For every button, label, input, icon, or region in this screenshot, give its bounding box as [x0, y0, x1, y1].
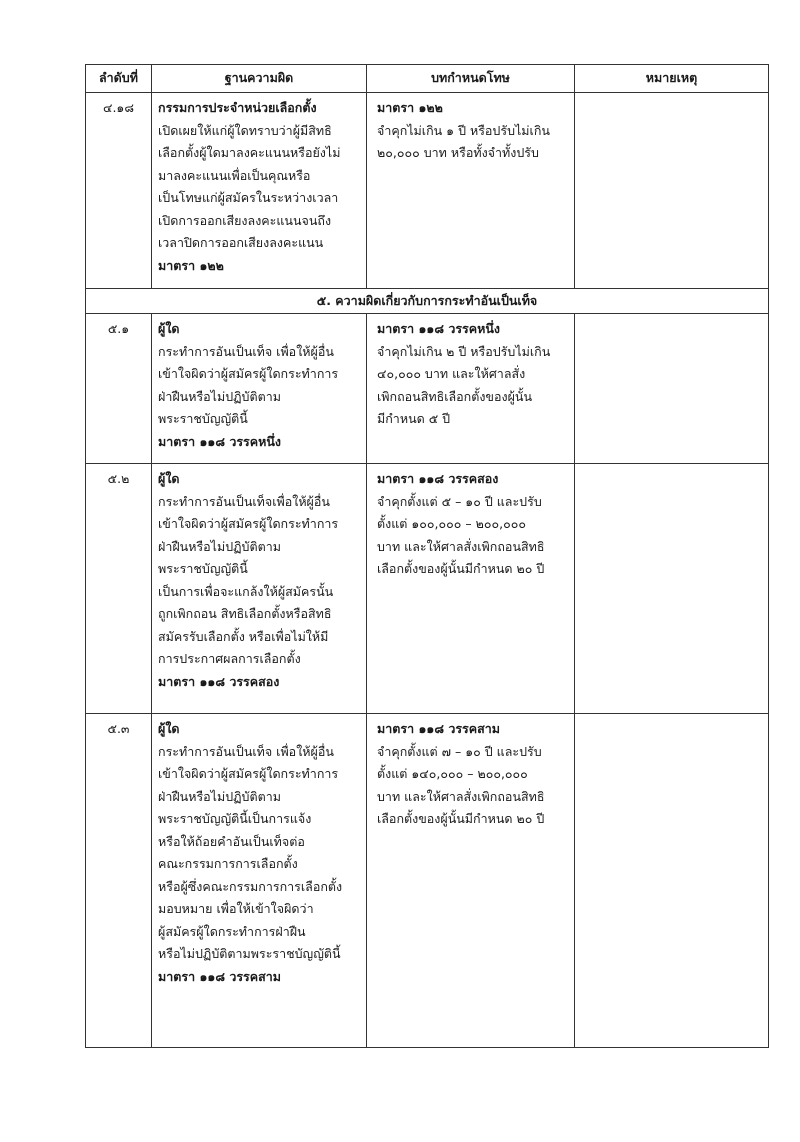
offense-cell — [152, 314, 367, 464]
offense-line: ฝ่าฝืนหรือไม่ปฏิบัติตาม — [158, 538, 281, 554]
offense-line: มอบหมาย เพื่อให้เข้าใจผิดว่า — [158, 901, 314, 916]
penalty-line: เลือกตั้งของผู้นั้นมีกำหนด ๒๐ ปี — [377, 561, 545, 576]
offense-section-ref: มาตรา ๑๑๘ วรรคสอง — [158, 673, 280, 689]
offense-title: ผู้ใด — [158, 321, 180, 336]
offense-line: สมัครรับเลือกตั้ง หรือเพื่อไม่ให้มี — [158, 628, 329, 644]
table-body-after — [86, 314, 769, 1048]
offense-line: เข้าใจผิดว่าผู้สมัครผู้ใดกระทำการ — [158, 366, 339, 381]
penalty-line: เลือกตั้งของผู้นั้นมีกำหนด ๒๐ ปี — [377, 811, 545, 826]
offense-line: เลือกตั้งผู้ใดมาลงคะแนนหรือยังไม่ — [158, 145, 341, 160]
offense-title: ผู้ใด — [158, 471, 180, 486]
offense-line: หรือให้ถ้อยคำอันเป็นเท็จต่อ — [158, 833, 305, 849]
penalty-title: มาตรา ๑๒๒ — [377, 100, 443, 115]
header-offense: ฐานความผิด — [152, 65, 367, 93]
row-number: ๕.๒ — [86, 464, 152, 714]
penalty-cell — [367, 314, 575, 464]
header-penalty: บทกำหนดโทษ — [367, 65, 575, 93]
penalty-line: จำคุกตั้งแต่ ๕ – ๑๐ ปี และปรับ — [377, 493, 542, 509]
table-row — [86, 93, 769, 289]
remark-cell — [575, 464, 769, 714]
offense-cell — [152, 93, 367, 289]
remark-cell — [575, 314, 769, 464]
penalty-line: ๒๐,๐๐๐ บาท หรือทั้งจำทั้งปรับ — [377, 145, 539, 160]
offense-line: เปิดเผยให้แก่ผู้ใดทราบว่าผู้มีสิทธิ — [158, 122, 332, 138]
offense-line: เข้าใจผิดว่าผู้สมัครผู้ใดกระทำการ — [158, 766, 339, 781]
offense-line: หรือผู้ซึ่งคณะกรรมการการเลือกตั้ง — [158, 878, 343, 894]
penalty-line: ตั้งแต่ ๑๐๐,๐๐๐ – ๒๐๐,๐๐๐ — [377, 516, 526, 531]
table-header-row — [86, 65, 769, 93]
penalty-cell — [367, 714, 575, 1048]
offense-line: ฝ่าฝืนหรือไม่ปฏิบัติตาม — [158, 388, 281, 404]
row-number: ๕.๑ — [86, 314, 152, 464]
penalty-title: มาตรา ๑๑๘ วรรคสอง — [377, 471, 499, 486]
offense-title: ผู้ใด — [158, 721, 180, 736]
row-number: ๕.๓ — [86, 714, 152, 1048]
penalty-line: จำคุกตั้งแต่ ๗ – ๑๐ ปี และปรับ — [377, 743, 542, 759]
table-row — [86, 314, 769, 464]
header-remark: หมายเหตุ — [575, 65, 769, 93]
offense-line: คณะกรรมการการเลือกตั้ง — [158, 856, 298, 871]
offense-line: เวลาปิดการออกเสียงลงคะแนน — [158, 235, 324, 250]
offense-table — [85, 64, 769, 1048]
penalty-line: บาท และให้ศาลสั่งเพิกถอนสิทธิ — [377, 788, 545, 804]
penalty-line: ตั้งแต่ ๑๔๐,๐๐๐ – ๒๐๐,๐๐๐ — [377, 766, 528, 781]
penalty-cell — [367, 93, 575, 289]
offense-line: พระราชบัญญัตินี้ — [158, 411, 248, 426]
offense-line: ฝ่าฝืนหรือไม่ปฏิบัติตาม — [158, 788, 281, 804]
offense-cell — [152, 714, 367, 1048]
penalty-title: มาตรา ๑๑๘ วรรคสาม — [377, 721, 501, 736]
table-row — [86, 464, 769, 714]
header-no: ลำดับที่ — [86, 65, 152, 93]
offense-section-ref: มาตรา ๑๑๘ วรรคสาม — [158, 968, 282, 984]
offense-cell — [152, 464, 367, 714]
penalty-title: มาตรา ๑๑๘ วรรคหนึ่ง — [377, 321, 501, 336]
offense-line: พระราชบัญญัตินี้ — [158, 561, 248, 576]
remark-cell — [575, 714, 769, 1048]
table-row — [86, 714, 769, 1048]
offense-line: เป็นโทษแก่ผู้สมัครในระหว่างเวลา — [158, 190, 339, 205]
penalty-line: บาท และให้ศาลสั่งเพิกถอนสิทธิ — [377, 538, 545, 554]
offense-line: หรือไม่ปฏิบัติตามพระราชบัญญัตินี้ — [158, 946, 341, 961]
offense-line: กระทำการอันเป็นเท็จเพื่อให้ผู้อื่น — [158, 493, 330, 509]
offense-line: กระทำการอันเป็นเท็จ เพื่อให้ผู้อื่น — [158, 343, 334, 359]
offense-title: กรรมการประจำหน่วยเลือกตั้ง — [158, 100, 317, 115]
offense-line: ถูกเพิกถอน สิทธิเลือกตั้งหรือสิทธิ — [158, 606, 332, 621]
offense-line: การประกาศผลการเลือกตั้ง — [158, 651, 301, 666]
offense-line: กระทำการอันเป็นเท็จ เพื่อให้ผู้อื่น — [158, 743, 334, 759]
offense-line: มาลงคะแนนเพื่อเป็นคุณหรือ — [158, 167, 311, 183]
remark-cell — [575, 93, 769, 289]
section-row — [86, 289, 769, 314]
offense-line: เข้าใจผิดว่าผู้สมัครผู้ใดกระทำการ — [158, 516, 339, 531]
penalty-line: ๔๐,๐๐๐ บาท และให้ศาลสั่ง — [377, 366, 526, 381]
penalty-line: มีกำหนด ๕ ปี — [377, 411, 451, 426]
offense-line: เปิดการออกเสียงลงคะแนนจนถึง — [158, 212, 332, 228]
penalty-line: จำคุกไม่เกิน ๑ ปี หรือปรับไม่เกิน — [377, 122, 550, 138]
offense-section-ref: มาตรา ๑๑๘ วรรคหนึ่ง — [158, 433, 282, 449]
table-body-before — [86, 93, 769, 289]
offense-section-ref: มาตรา ๑๒๒ — [158, 257, 224, 273]
row-number: ๔.๑๘ — [86, 93, 152, 289]
offense-line: เป็นการเพื่อจะแกล้งให้ผู้สมัครนั้น — [158, 583, 334, 599]
offense-line: พระราชบัญญัตินี้เป็นการแจ้ง — [158, 811, 312, 826]
penalty-line: จำคุกไม่เกิน ๒ ปี หรือปรับไม่เกิน — [377, 343, 551, 359]
offense-line: ผู้สมัครผู้ใดกระทำการฝ่าฝืน — [158, 923, 306, 939]
penalty-cell — [367, 464, 575, 714]
section-title: ๕. ความผิดเกี่ยวกับการกระทำอันเป็นเท็จ — [86, 289, 769, 314]
section-body — [86, 289, 769, 314]
penalty-line: เพิกถอนสิทธิเลือกตั้งของผู้นั้น — [377, 388, 532, 404]
